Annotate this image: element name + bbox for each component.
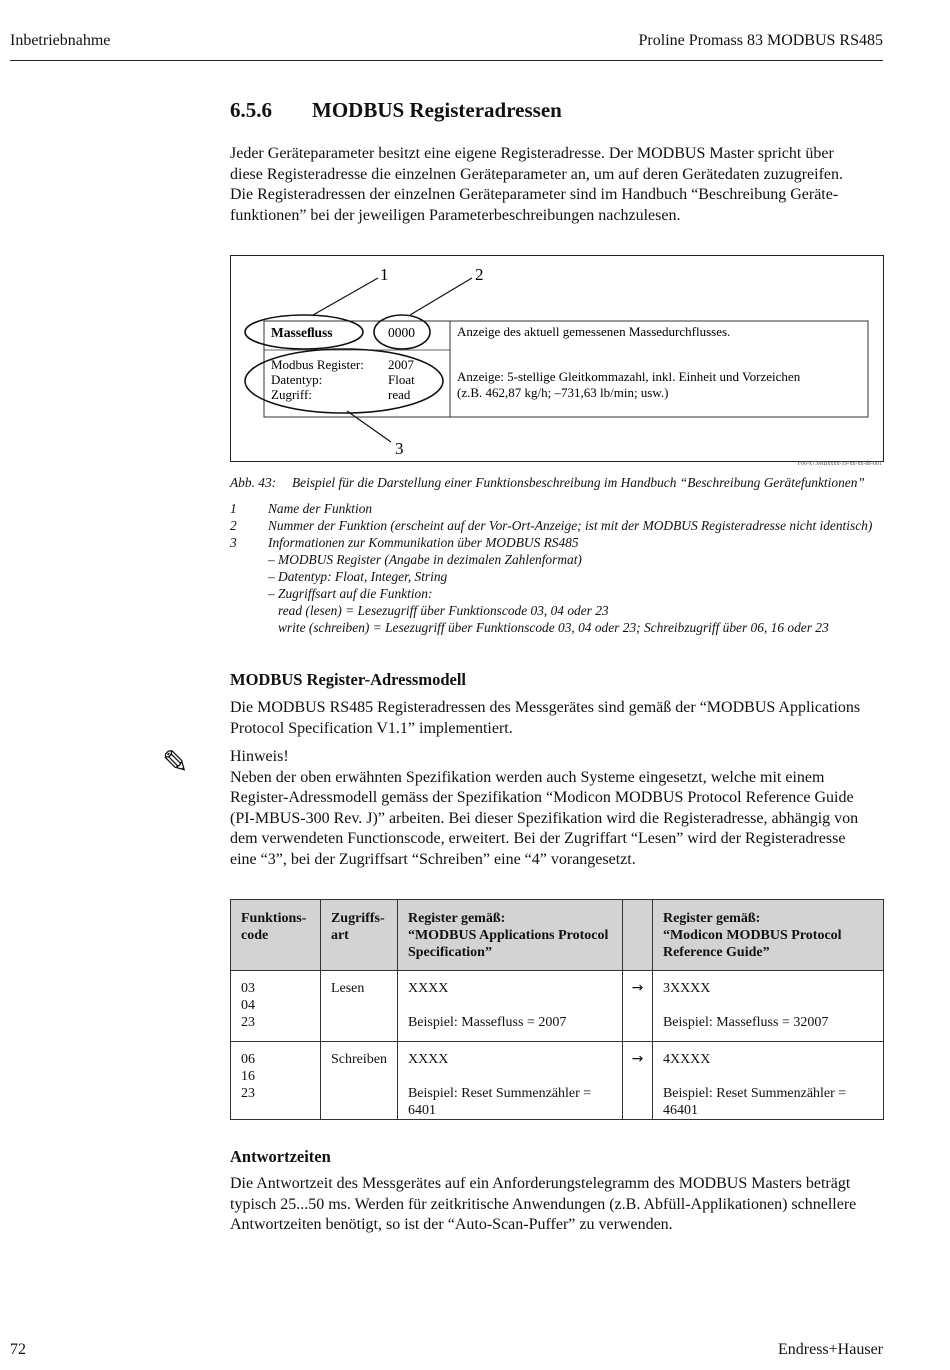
intro-line: funktionen” bei der jeweiligen Parameterbeschreibungen nachzulesen. (230, 206, 681, 224)
page-number: 72 (10, 1341, 26, 1358)
legend-text: Nummer der Funktion (erscheint auf der Vor-Ort-Anzeige; ist mit der MODBUS Registeradresse nicht identisch) (268, 518, 873, 533)
model-line: Die MODBUS RS485 Registeradressen des Messgerätes sind gemäß der “MODBUS Applications (230, 699, 861, 716)
legend-text: Name der Funktion (268, 501, 373, 516)
table-row (231, 1042, 884, 1120)
legend-subitem (230, 585, 910, 602)
running-header-product: Proline Promass 83 MODBUS RS485 (638, 32, 883, 49)
register-address-table (230, 899, 884, 1120)
callout-line-2 (410, 278, 472, 315)
header-access-type: Zugriffs- art (320, 900, 397, 971)
section-number: 6.5.6 (230, 98, 272, 122)
function-name: Masseﬂuss (271, 325, 333, 340)
info-label-datatype: Datentyp: (271, 372, 323, 387)
legend-text: Informationen zur Kommunikation über MODBUS RS485 (268, 535, 579, 550)
section-title (230, 98, 562, 123)
info-label-access: Zugriff: (271, 387, 312, 402)
header-arrow-column (623, 900, 653, 971)
legend-number: 3 (230, 535, 237, 550)
cell-function-codes: 03 04 23 (231, 971, 321, 1042)
response-line: Die Antwortzeit des Messgerätes auf ein Anforderungstelegramm des MODBUS Masters beträgt (230, 1175, 851, 1192)
caption-label: Abb. 43: (230, 475, 277, 490)
note-line: Neben der oben erwähnten Spezifikation werden auch Systeme eingesetzt, welche mit einem (230, 768, 825, 786)
caption-text: Beispiel für die Darstellung einer Funktionsbeschreibung im Handbuch “Beschreibung Gerätefunktionen” (292, 475, 865, 490)
figure-caption (230, 474, 910, 491)
legend-subitem-text: – Zugriffsart auf die Funktion: (268, 586, 433, 601)
legend-subsubitem (230, 602, 910, 619)
arrow-icon: → (623, 1042, 653, 1120)
info-value-datatype: Float (388, 372, 415, 387)
legend-item (230, 500, 910, 517)
header-function-code: Funktions- code (231, 900, 321, 971)
legend-number: 1 (230, 501, 237, 516)
section-title-text: MODBUS Registeradressen (312, 98, 562, 122)
brand-name: Endress+Hauser (778, 1341, 883, 1358)
note-line: dem verwendeten Functionscode, erweitert. Bei der Zugriffart “Lesen” wird der Registeradresse (230, 830, 846, 847)
response-heading: Antwortzeiten (230, 1147, 331, 1166)
note-block (230, 747, 890, 870)
pencil-icon: ✎ (162, 743, 189, 781)
table-header-row (231, 900, 884, 971)
callout-line-3 (347, 411, 391, 442)
note-line: Register-Adressmodell gemäss der Spezifikation “Modicon MODBUS Protocol Reference Guide (230, 789, 854, 806)
info-value-register: 2007 (388, 357, 414, 372)
cell-register-applications: XXXX Beispiel: Massefluss = 2007 (397, 971, 622, 1042)
legend-subsubitem-text: read (lesen) = Lesezugriff über Funktionscode 03, 04 oder 23 (278, 603, 609, 618)
intro-line: Die Registeradressen der einzelnen Geräteparameter sind im Handbuch “Beschreibung Geräte- (230, 186, 839, 203)
legend-subitem (230, 551, 910, 568)
cell-register-modicon: 4XXXX Beispiel: Reset Summenzähler = 46401 (652, 1042, 883, 1120)
value-description-line: (z.B. 462,87 kg/h; –731,63 lb/min; usw.) (457, 385, 669, 400)
legend-subitem-text: – Datentyp: Float, Integer, String (268, 569, 448, 584)
cell-register-applications: XXXX Beispiel: Reset Summenzähler = 6401 (397, 1042, 622, 1120)
header-register-applications: Register gemäß: “MODBUS Applications Protocol Specification” (397, 900, 622, 971)
figure-code: F06-x73MBxxxx-19-xx-xx-de-001 (797, 461, 882, 467)
header-rule (10, 60, 883, 61)
response-paragraph (230, 1174, 890, 1236)
info-label-register: Modbus Register: (271, 357, 364, 372)
legend-item (230, 517, 910, 534)
legend-subsubitem-text: write (schreiben) = Lesezugriff über Funktionscode 03, 04 oder 23; Schreibzugriff über 06, 16 oder 23 (278, 620, 829, 635)
note-line: (PI-MBUS-300 Rev. J)” arbeiten. Bei dieser Spezifikation wird die Registeradresse, abhängig von (230, 809, 859, 827)
model-paragraph (230, 698, 890, 739)
figure-frame (230, 255, 884, 462)
intro-paragraph (230, 144, 890, 226)
arrow-icon: → (623, 971, 653, 1042)
cell-function-codes: 06 16 23 (231, 1042, 321, 1120)
callout-1: 1 (380, 265, 389, 284)
info-value-access: read (388, 387, 411, 402)
cell-access: Lesen (320, 971, 397, 1042)
cell-access: Schreiben (320, 1042, 397, 1120)
intro-line: diese Registeradresse die einzelnen Geräteparameter an, um auf deren Gerätedaten zuzugreifen. (230, 165, 844, 183)
legend-subitem-text: – MODBUS Register (Angabe in dezimalen Zahlenformat) (268, 552, 582, 567)
function-number: 0000 (388, 325, 415, 340)
value-description-line: Anzeige: 5-stellige Gleitkommazahl, inkl. Einheit und Vorzeichen (457, 369, 801, 384)
response-line: typisch 25...50 ms. Werden für zeitkritische Anwendungen (z.B. Abfüll-Applikationen) schnellere (230, 1195, 857, 1213)
function-description-diagram (231, 256, 883, 461)
legend-list (230, 500, 910, 636)
model-heading: MODBUS Register-Adressmodell (230, 670, 467, 689)
intro-line: Jeder Geräteparameter besitzt eine eigene Registeradresse. Der MODBUS Master spricht über (230, 145, 834, 162)
model-line: Protocol Specification V1.1” implementiert. (230, 719, 513, 737)
legend-subsubitem (230, 619, 910, 636)
response-line: Antwortzeiten benötigt, so ist der “Auto-Scan-Puffer” zu verwenden. (230, 1216, 673, 1233)
legend-subitem (230, 568, 910, 585)
note-title: Hinweis! (230, 748, 289, 765)
callout-line-1 (313, 278, 378, 315)
header-register-modicon: Register gemäß: “Modicon MODBUS Protocol Reference Guide” (652, 900, 883, 971)
cell-register-modicon: 3XXXX Beispiel: Massefluss = 32007 (652, 971, 883, 1042)
running-header-chapter: Inbetriebnahme (10, 32, 111, 49)
callout-2: 2 (475, 265, 484, 284)
function-description: Anzeige des aktuell gemessenen Massedurchflusses. (457, 324, 731, 339)
legend-number: 2 (230, 518, 237, 533)
callout-3: 3 (395, 439, 404, 458)
note-line: eine “3”, bei der Zugriffsart “Schreiben” eine “4” vorangesetzt. (230, 850, 636, 868)
table-row (231, 971, 884, 1042)
legend-item (230, 534, 910, 551)
